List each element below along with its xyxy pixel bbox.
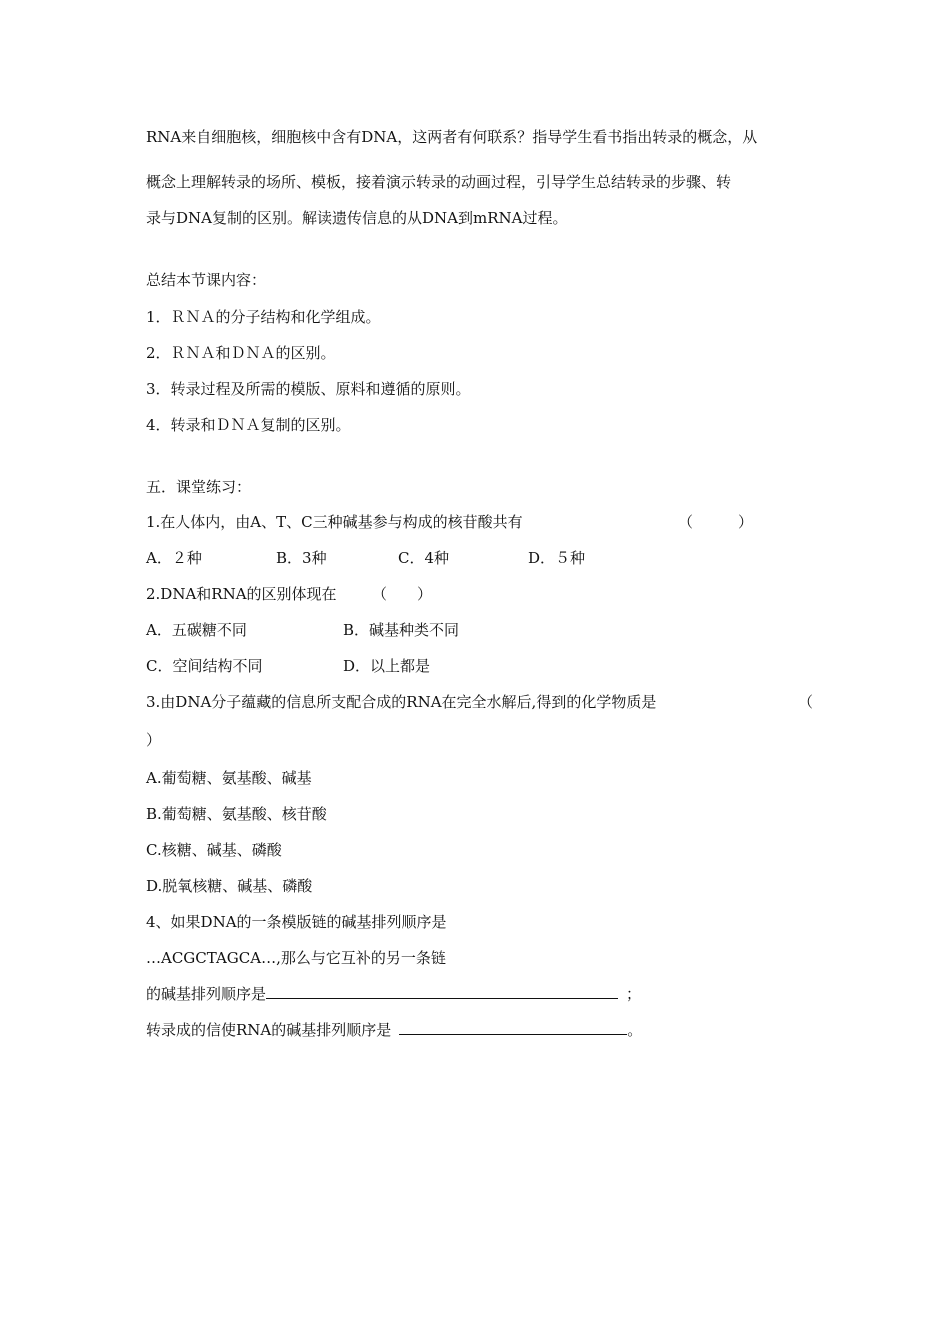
question-2-answer-paren: （ ） bbox=[372, 585, 433, 603]
question-1-stem: 1.在人体内，由A、T、C三种碱基参与构成的核苷酸共有 bbox=[146, 513, 523, 531]
summary-heading: 总结本节课内容： bbox=[146, 271, 267, 289]
question-3-stem: 3.由DNA分子蕴藏的信息所支配合成的RNA在完全水解后,得到的化学物质是 bbox=[146, 693, 657, 711]
question-1-answer-paren: （ ） bbox=[678, 513, 754, 531]
question-1-option-a: A．２种 bbox=[146, 549, 202, 567]
question-2-stem: 2.DNA和RNA的区别体现在 bbox=[146, 585, 337, 603]
question-3-option-d: D.脱氧核糖、碱基、磷酸 bbox=[146, 877, 313, 895]
intro-line-2: 概念上理解转录的场所、模板，接着演示转录的动画过程，引导学生总结转录的步骤、转 bbox=[146, 173, 732, 191]
summary-item-3: 3．转录过程及所需的模版、原料和遵循的原则。 bbox=[146, 380, 471, 398]
mrna-sequence-answer-blank[interactable] bbox=[399, 1020, 627, 1035]
question-1-option-d: D．５种 bbox=[528, 549, 586, 567]
question-4-line-2: …ACGCTAGCA…,那么与它互补的另一条链 bbox=[146, 949, 446, 967]
question-4-line-4-end: 。 bbox=[627, 1021, 643, 1039]
question-3-paren-close: ） bbox=[146, 731, 162, 749]
question-1-option-c: C．4种 bbox=[398, 549, 450, 567]
question-4-line-1: 4、如果DNA的一条模版链的碱基排列顺序是 bbox=[146, 913, 447, 931]
question-1-option-b: B．3种 bbox=[276, 549, 327, 567]
question-3-option-b: B.葡萄糖、氨基酸、核苷酸 bbox=[146, 805, 327, 823]
question-3-option-c: C.核糖、碱基、磷酸 bbox=[146, 841, 282, 859]
question-4-mrna-label: 转录成的信使RNA的碱基排列顺序是 bbox=[146, 1021, 392, 1039]
summary-item-1: 1．ＲＮＡ的分子结构和化学组成。 bbox=[146, 308, 381, 326]
question-4-line-3-end: ； bbox=[626, 985, 642, 1003]
question-2-option-b: B．碱基种类不同 bbox=[343, 621, 460, 639]
question-2-option-d: D．以上都是 bbox=[343, 657, 431, 675]
question-2-option-c: C．空间结构不同 bbox=[146, 657, 263, 675]
summary-item-2: 2．ＲＮＡ和ＤＮＡ的区别。 bbox=[146, 344, 336, 362]
intro-line-3: 录与DNA复制的区别。解读遗传信息的从DNA到mRNA过程。 bbox=[146, 209, 568, 227]
intro-line-1: RNA来自细胞核，细胞核中含有DNA，这两者有何联系？指导学生看书指出转录的概念，从 bbox=[146, 128, 758, 146]
exercise-heading: 五．课堂练习： bbox=[146, 478, 252, 496]
question-3-paren-open: （ bbox=[798, 693, 814, 711]
question-4-complement-label: 的碱基排列顺序是 bbox=[146, 985, 267, 1003]
question-3-option-a: A.葡萄糖、氨基酸、碱基 bbox=[146, 769, 312, 787]
question-4-line-3 bbox=[146, 984, 641, 1004]
question-2-option-a: A．五碳糖不同 bbox=[146, 621, 247, 639]
summary-item-4: 4．转录和ＤＮＡ复制的区别。 bbox=[146, 416, 351, 434]
complement-strand-answer-blank[interactable] bbox=[266, 984, 618, 999]
question-4-line-4 bbox=[146, 1020, 642, 1040]
